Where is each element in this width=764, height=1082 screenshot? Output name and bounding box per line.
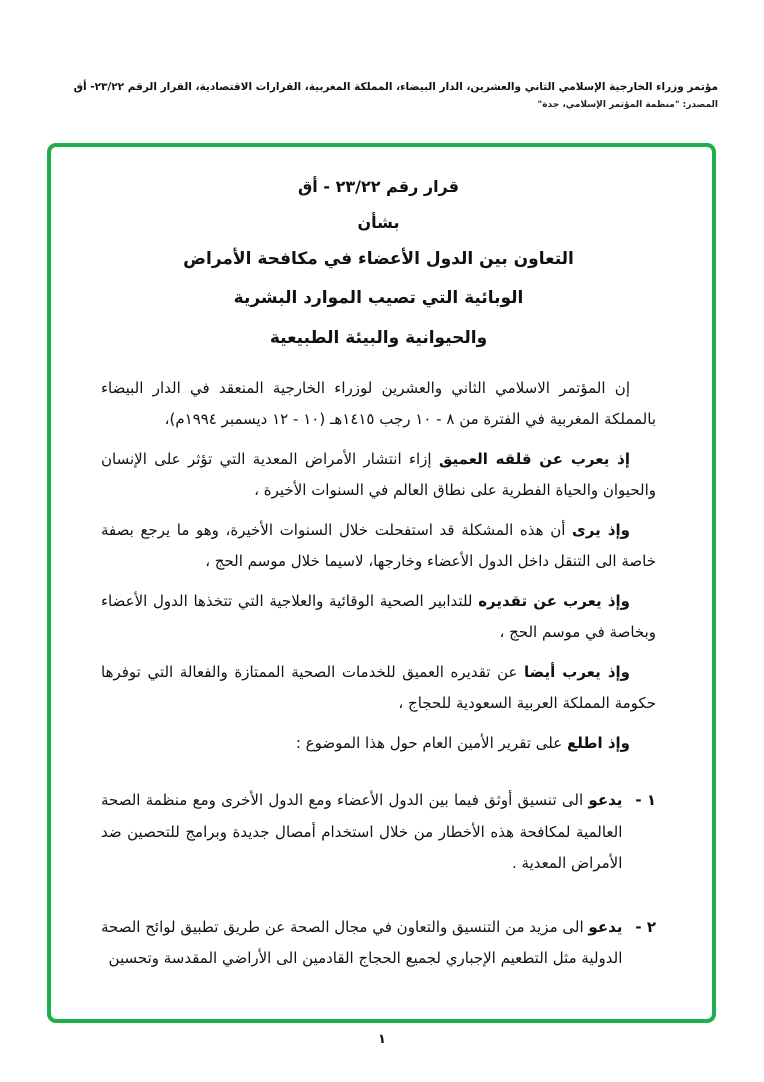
preamble-paragraph-4 bbox=[101, 586, 656, 649]
title-subject-line-3: والحيوانية والبيئة الطبيعية bbox=[269, 327, 488, 348]
resolution-title-block bbox=[101, 177, 656, 349]
paragraph-lead: وإذ يرى bbox=[572, 520, 630, 539]
resolution-box bbox=[47, 143, 716, 1023]
item-body-text: الى تنسيق أوثق فيما بين الدول الأعضاء ومع الدول الأخرى ومع منظمة الصحة العالمية لمكافحة هذه الأخطار من خلال استخدام أمصال جديدة وبرامج للتحصين ضد الأمراض المعدية . bbox=[101, 791, 623, 873]
paragraph-lead: إذ يعرب عن قلقه العميق bbox=[438, 449, 630, 468]
operative-items bbox=[101, 785, 656, 975]
preamble-paragraph-2 bbox=[101, 444, 656, 507]
resolution-number-line: قرار رقم ٢٣/٢٢ - أق bbox=[298, 177, 459, 196]
title-regarding-line: بشأن bbox=[357, 213, 400, 232]
preamble-paragraph-5 bbox=[101, 657, 656, 720]
preamble-paragraph-6 bbox=[101, 728, 656, 760]
paragraph-text: للتدابير الصحية الوقائية والعلاجية التي تتخذها الدول الأعضاء وبخاصة في موسم الحج ، bbox=[101, 591, 656, 642]
preamble-paragraph-1 bbox=[101, 373, 656, 436]
page-number: ١ bbox=[378, 1032, 386, 1047]
paragraph-lead: وإذ يعرب أيضا bbox=[524, 662, 630, 681]
resolution-body bbox=[101, 373, 656, 975]
document-header bbox=[46, 80, 718, 110]
paragraph-text: على تقرير الأمين العام حول هذا الموضوع : bbox=[295, 733, 563, 752]
header-citation: مؤتمر وزراء الخارجية الإسلامي الثاني والعشرين، الدار البيضاء، المملكة المغربية، القرارات الاقتصادية، القرار الرقم ٢٣/٢٢- أق bbox=[73, 81, 718, 93]
title-subject-line-2: الوبائية التي تصيب الموارد البشرية bbox=[233, 288, 524, 309]
title-subject-line-1: التعاون بين الدول الأعضاء في مكافحة الأمراض bbox=[183, 249, 574, 269]
resolution-item-1 bbox=[101, 785, 656, 880]
preamble-paragraph-3 bbox=[101, 515, 656, 578]
item-number: ٢ - bbox=[635, 917, 656, 936]
item-body-text: الى مزيد من التنسيق والتعاون في مجال الصحة عن طريق تطبيق لوائح الصحة الدولية مثل التطعيم الإجباري لجميع الحجاج القادمين الى الأراضي المقدسة وتحسين bbox=[101, 917, 623, 968]
header-source: المصدر: "منظمة المؤتمر الإسلامي، جدة" bbox=[537, 99, 718, 110]
item-text bbox=[101, 785, 622, 880]
item-number: ١ - bbox=[635, 791, 656, 810]
paragraph-text: عن تقديره العميق للخدمات الصحية الممتازة والفعالة التي توفرها حكومة المملكة العربية السعودية للحجاج ، bbox=[101, 662, 656, 713]
item-text bbox=[101, 912, 622, 975]
paragraph-text: أن هذه المشكلة قد استفحلت خلال السنوات الأخيرة، وهو ما يرجع بصفة خاصة الى التنقل داخل الدول الأعضاء وخارجها، لاسيما خلال موسم الحج ، bbox=[101, 520, 656, 571]
resolution-item-2 bbox=[101, 912, 656, 975]
item-lead: يدعو bbox=[588, 791, 623, 810]
paragraph-text: إن المؤتمر الاسلامي الثاني والعشرين لوزراء الخارجية المنعقد في الدار البيضاء بالمملكة المغربية في الفترة من ٨ - ١٠ رجب ١٤١٥هـ (١٠ - ١٢ ديسمبر ١٩٩٤م)، bbox=[101, 378, 656, 429]
item-lead: يدعو bbox=[588, 917, 623, 936]
paragraph-lead: وإذ اطلع bbox=[566, 733, 630, 752]
paragraph-text: إزاء انتشار الأمراض المعدية التي تؤثر على الإنسان والحيوان والحياة الفطرية على نطاق العالم في السنوات الأخيرة ، bbox=[101, 449, 656, 500]
paragraph-lead: وإذ يعرب عن تقديره bbox=[478, 591, 630, 610]
